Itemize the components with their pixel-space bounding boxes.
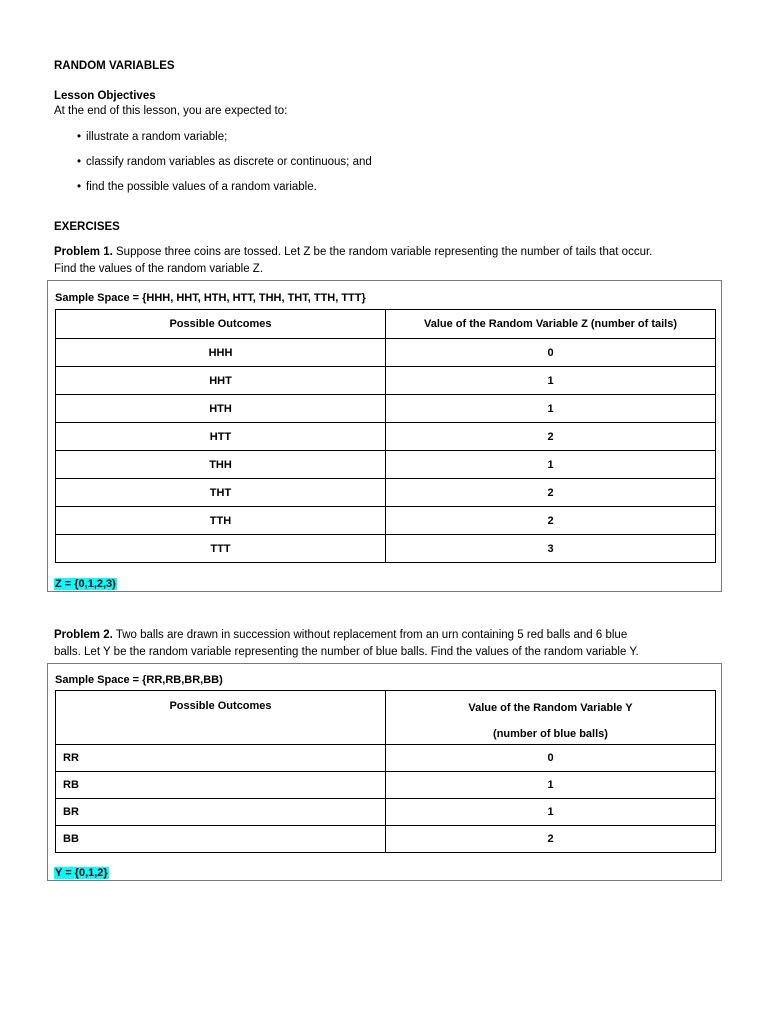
value-cell: 1 [386,451,716,479]
exercises-heading: EXERCISES [54,221,120,233]
problem2-answer-wrap [54,863,109,881]
table-row [56,826,716,853]
column-header: Value of the Random Variable Z (number of tails) [386,310,716,339]
table-row [56,772,716,799]
problem2-statement [54,627,627,643]
objective-item: • find the possible values of a random variable. [77,179,317,195]
problem1-sample-space: Sample Space = {HHH, HHT, HTH, HTT, THH, THT, TTH, TTT} [55,292,366,304]
outcome-cell: RB [56,772,386,799]
value-cell: 1 [386,772,716,799]
value-cell: 1 [386,395,716,423]
table-row [56,479,716,507]
table-header-row [56,310,716,339]
problem2-answer: Y = {0,1,2} [55,867,108,879]
table-header-row [56,691,716,745]
outcome-cell: BR [56,799,386,826]
column-header-line1: Value of the Random Variable Y [468,702,633,714]
table-row [56,395,716,423]
outcome-cell: HTT [56,423,386,451]
outcome-cell: HHH [56,339,386,367]
value-cell: 2 [386,826,716,853]
page-title: RANDOM VARIABLES [54,60,175,72]
table-row [56,451,716,479]
problem2-label: Problem 2. [54,629,113,641]
problem1-text-line2: Find the values of the random variable Z. [54,263,264,275]
value-cell: 0 [386,745,716,772]
table-row [56,339,716,367]
column-header-line2: (number of blue balls) [493,728,608,740]
outcome-cell: THT [56,479,386,507]
problem1-answer-wrap [54,574,117,592]
column-header: Possible Outcomes [56,691,386,745]
outcome-cell: HHT [56,367,386,395]
column-header [386,691,716,745]
value-cell: 3 [386,535,716,563]
value-cell: 0 [386,339,716,367]
outcome-cell: THH [56,451,386,479]
problem1-statement [54,244,652,260]
problem2-text-line1: Two balls are drawn in succession without replacement from an urn containing 5 red balls and 6 blue [115,629,628,641]
outcome-cell: TTT [56,535,386,563]
problem1-answer: Z = {0,1,2,3) [55,578,116,590]
problem1-label: Problem 1. [54,246,113,258]
table-row [56,507,716,535]
table-row [56,535,716,563]
value-cell: 2 [386,507,716,535]
objectives-intro: At the end of this lesson, you are expected to: [54,105,288,117]
value-cell: 1 [386,799,716,826]
objective-item: • illustrate a random variable; [77,129,227,145]
problem2-text-line2: balls. Let Y be the random variable representing the number of blue balls. Find the values of the random variable Y. [54,646,639,658]
value-cell: 1 [386,367,716,395]
objective-item: • classify random variables as discrete or continuous; and [77,154,372,170]
outcome-cell: RR [56,745,386,772]
table-row [56,799,716,826]
objectives-heading: Lesson Objectives [54,90,156,102]
value-cell: 2 [386,479,716,507]
problem2-sample-space: Sample Space = {RR,RB,BR,BB) [55,674,223,686]
table-row [56,423,716,451]
outcome-cell: HTH [56,395,386,423]
outcome-cell: BB [56,826,386,853]
problem1-text-line1: Suppose three coins are tossed. Let Z be the random variable representing the number of tails that occur. [116,246,653,258]
table-row [56,367,716,395]
column-header: Possible Outcomes [56,310,386,339]
value-cell: 2 [386,423,716,451]
outcome-cell: TTH [56,507,386,535]
table-row [56,745,716,772]
problem1-table [55,309,716,563]
problem2-table [55,690,716,853]
